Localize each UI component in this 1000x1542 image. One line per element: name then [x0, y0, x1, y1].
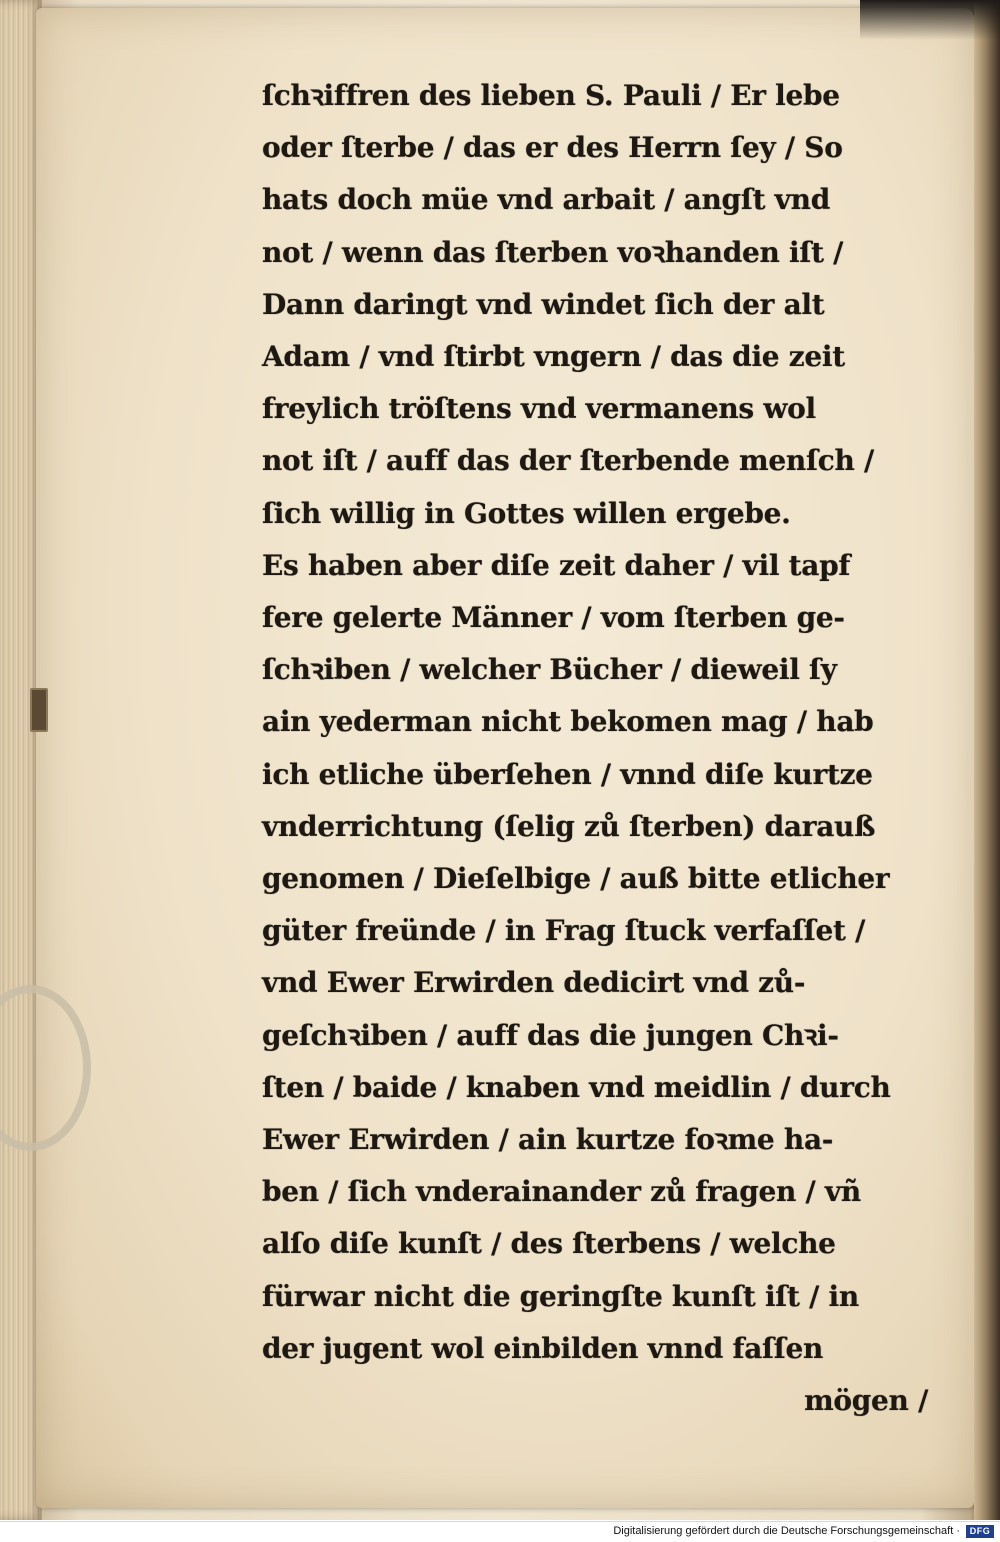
scan-shadow — [860, 0, 1000, 40]
page-text-block — [262, 70, 938, 1427]
text-line: fürwar nicht die geringſte kunſt iſt / in — [262, 1279, 859, 1313]
text-line: ſich willig in Gottes willen ergebe. — [262, 496, 791, 530]
text-line: ſten / baide / knaben vnd meidlin / durch — [262, 1070, 891, 1104]
text-line: Es haben aber diſe zeit daher / vil tapf — [262, 548, 851, 582]
text-line: fere gelerte Männer / vom ſterben ge- — [262, 601, 845, 635]
text-line: Adam / vnd ſtirbt vngern / das die zeit — [262, 340, 845, 374]
text-line: ben / ſich vnderainander zů fragen / vñ — [262, 1175, 861, 1209]
book-gutter — [974, 0, 1000, 1520]
text-line: vnd Ewer Erwirden dedicirt vnd zů- — [262, 966, 806, 1000]
text-line: alſo diſe kunſt / des ſterbens / welche — [262, 1227, 836, 1261]
text-line: ain yederman nicht bekomen mag / hab — [262, 705, 874, 739]
text-line: Dann daringt vnd windet ſich der alt — [262, 287, 825, 321]
dfg-logo-icon: DFG — [966, 1525, 994, 1538]
clasp-pin — [30, 688, 48, 732]
text-line: not iſt / auff das der ſterbende menſch / — [262, 444, 874, 478]
text-line: freylich tröſtens vnd vermanens wol — [262, 392, 816, 426]
text-line: oder ſterbe / das er des Herrn ſey / So — [262, 131, 843, 165]
text-line: hats doch müe vnd arbait / angſt vnd — [262, 183, 830, 217]
text-line: güter freünde / in Frag ſtuck verfaſſet / — [262, 914, 866, 948]
text-line: der jugent wol einbilden vnnd faſſen — [262, 1331, 824, 1365]
text-line: geſchꝛiben / auff das die jungen Chꝛi- — [262, 1018, 839, 1052]
digitization-footer — [0, 1521, 1000, 1542]
catchword-line: mögen / — [804, 1384, 928, 1418]
text-line: genomen / Dieſelbige / auß bitte etlicher — [262, 862, 890, 896]
text-line: ſchꝛiffren des lieben S. Pauli / Er lebe — [262, 79, 840, 112]
text-line: vnderrichtung (ſelig zů ſterben) darauß — [262, 809, 876, 843]
text-line: Ewer Erwirden / ain kurtze foꝛme ha- — [262, 1123, 834, 1157]
text-line: ſchꝛiben / welcher Bücher / dieweil ſy — [262, 653, 837, 687]
funding-credit: Digitalisierung gefördert durch die Deutsche Forschungsgemeinschaft · — [613, 1525, 960, 1537]
text-line: ich etliche überſehen / vnnd diſe kurtze — [262, 757, 873, 791]
text-line: not / wenn das ſterben voꝛhanden iſt / — [262, 235, 844, 269]
